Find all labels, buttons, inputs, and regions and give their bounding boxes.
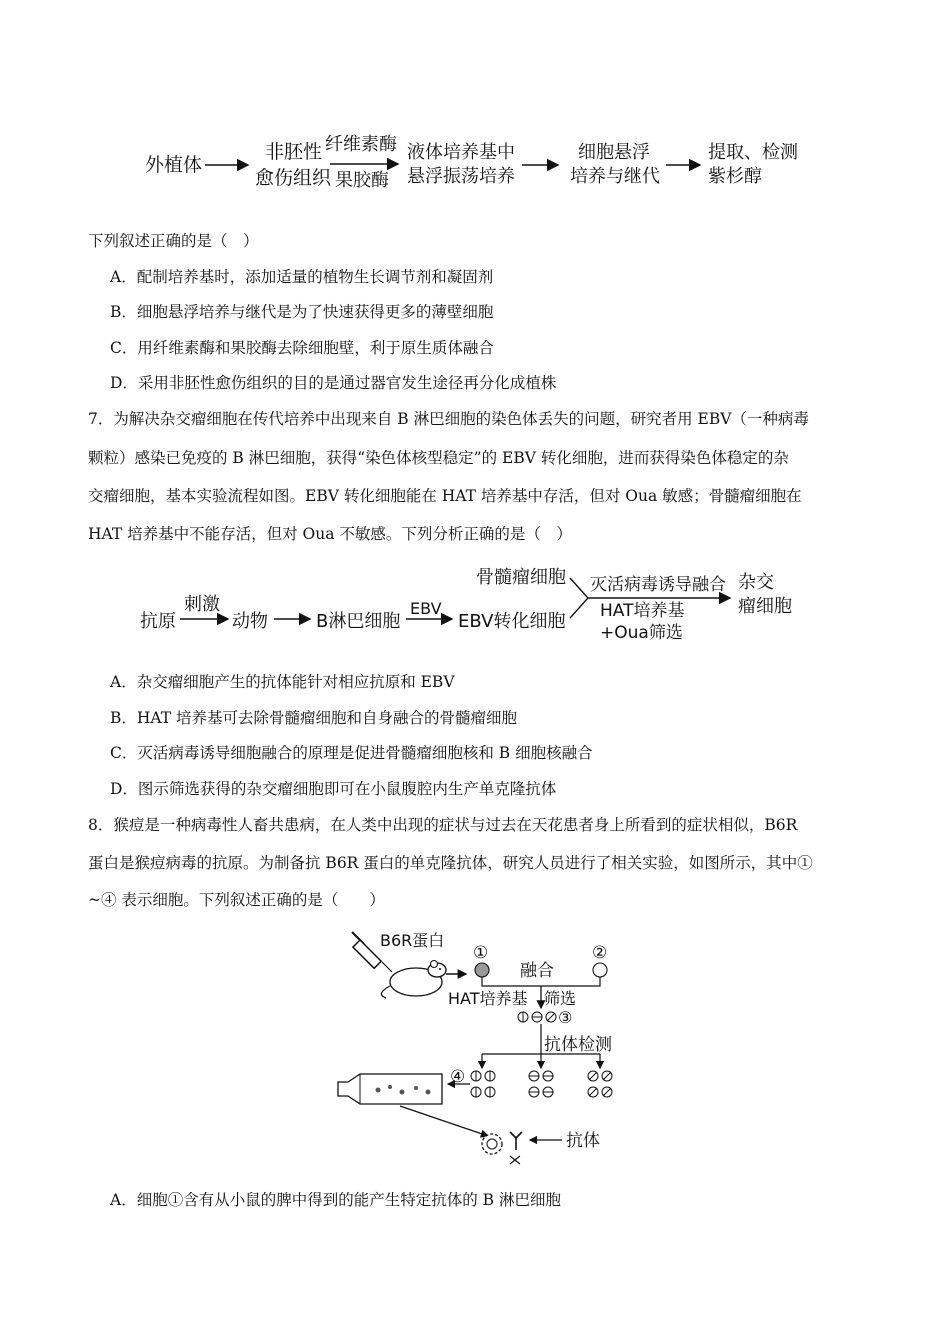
monoclonal-antibody-diagram: [330, 924, 650, 1168]
q6-option-b: B．细胞悬浮培养与继代是为了快速获得更多的薄壁细胞: [110, 303, 494, 321]
q8-option-a: A．细胞①含有从小鼠的脾中得到的能产生特定抗体的 B 淋巴细胞: [110, 1191, 561, 1209]
node-liquid-medium-b: 悬浮振荡培养: [407, 166, 515, 187]
node-suspension-b: 培养与继代: [570, 166, 660, 187]
node-hybridoma-a: 杂交: [738, 572, 774, 593]
merge-bracket: [570, 578, 588, 618]
q7-stem-line-3: 交瘤细胞，基本实验流程如图。EBV 转化细胞能在 HAT 培养基中存活，但对 Oua 敏感；骨髓瘤细胞在: [88, 487, 802, 505]
node-nonembryonic-callus-b: 愈伤组织: [255, 167, 332, 189]
cell-3-icons: [518, 1012, 556, 1022]
node-hybridoma-b: 瘤细胞: [738, 596, 792, 617]
cell-2-icon: [593, 963, 607, 977]
label-select: 筛选: [544, 989, 577, 1008]
q8-stem-line-3: ~④ 表示细胞。下列叙述正确的是（ ）: [88, 891, 385, 909]
node-liquid-medium-a: 液体培养基中: [407, 142, 515, 163]
label-cell-1: ①: [473, 943, 489, 963]
node-nonembryonic-callus-a: 非胚性: [265, 141, 323, 163]
label-stimulate: 刺激: [184, 594, 220, 615]
arrow-flask-to-antigen: [400, 1106, 488, 1136]
node-extract-b: 紫杉醇: [708, 166, 762, 187]
label-cell-4: ④: [450, 1067, 466, 1087]
cell-group-1: [471, 1071, 495, 1097]
node-myeloma: 骨髓瘤细胞: [476, 567, 566, 588]
culture-flask-icon: [338, 1074, 442, 1104]
cell-group-3: [588, 1071, 612, 1097]
taxol-culture-flow-diagram: [130, 128, 810, 200]
q7-stem-line-1: 7．为解决杂交瘤细胞在传代培养中出现来自 B 淋巴细胞的染色体丢失的问题，研究者用 EBV（一种病毒: [88, 410, 809, 428]
label-cell-3: ③: [558, 1008, 573, 1027]
label-hat-medium: HAT培养基: [448, 989, 528, 1008]
q7-stem-line-4: HAT 培养基中不能存活，但对 Oua 不敏感。下列分析正确的是（ ）: [88, 525, 572, 543]
q7-stem-line-2: 颗粒）感染已免疫的 B 淋巴细胞，获得“染色体核型稳定”的 EBV 转化细胞，进而获得染色体稳定的杂: [88, 449, 789, 467]
node-b-cell: B淋巴细胞: [316, 611, 401, 632]
q7-option-a: A．杂交瘤细胞产生的抗体能针对相应抗原和 EBV: [110, 673, 455, 691]
q7-option-d: D．图示筛选获得的杂交瘤细胞即可在小鼠腹腔内生产单克隆抗体: [110, 780, 557, 798]
node-ebv-cell: EBV转化细胞: [458, 611, 566, 632]
q6-stem: 下列叙述正确的是（ ）: [88, 232, 259, 250]
label-hat: HAT培养基: [600, 601, 685, 621]
label-oua: +Oua筛选: [600, 623, 683, 643]
antibody-icon: [510, 1132, 522, 1164]
node-antigen: 抗原: [140, 611, 176, 632]
q7-option-b: B．HAT 培养基可去除骨髓瘤细胞和自身融合的骨髓瘤细胞: [110, 709, 518, 727]
label-ebv: EBV: [410, 599, 442, 618]
node-extract-a: 提取、检测: [708, 142, 798, 163]
virus-icon: [482, 1134, 502, 1154]
label-fusion: 灭活病毒诱导融合: [590, 575, 726, 595]
mouse-icon: [381, 961, 446, 999]
label-antibody: 抗体: [566, 1131, 600, 1151]
enzyme-pectinase: 果胶酶: [335, 170, 389, 191]
node-explant: 外植体: [145, 154, 203, 176]
label-fusion: 融合: [520, 961, 554, 981]
q7-option-c: C．灭活病毒诱导细胞融合的原理是促进骨髓瘤细胞核和 B 细胞核融合: [110, 744, 593, 762]
q6-option-c: C．用纤维素酶和果胶酶去除细胞壁，利于原生质体融合: [110, 339, 494, 357]
q6-option-a: A．配制培养基时，添加适量的植物生长调节剂和凝固剂: [110, 268, 494, 286]
hybridoma-flow-diagram: [130, 560, 810, 650]
cell-group-2: [529, 1071, 553, 1097]
label-cell-2: ②: [592, 943, 608, 963]
q8-stem-line-1: 8．猴痘是一种病毒性人畜共患病，在人类中出现的症状与过去在天花患者身上所看到的症状相似，B6R: [88, 816, 798, 834]
node-suspension-a: 细胞悬浮: [578, 142, 650, 163]
label-antibody-test: 抗体检测: [544, 1035, 612, 1055]
cell-1-icon: [475, 963, 489, 977]
label-b6r-protein: B6R蛋白: [380, 931, 445, 950]
node-animal: 动物: [232, 611, 268, 632]
q8-stem-line-2: 蛋白是猴痘病毒的抗原。为制备抗 B6R 蛋白的单克隆抗体，研究人员进行了相关实验，如图所示，其中①: [88, 854, 813, 872]
q6-option-d: D．采用非胚性愈伤组织的目的是通过器官发生途径再分化成植株: [110, 374, 557, 392]
enzyme-cellulase: 纤维素酶: [325, 134, 397, 155]
